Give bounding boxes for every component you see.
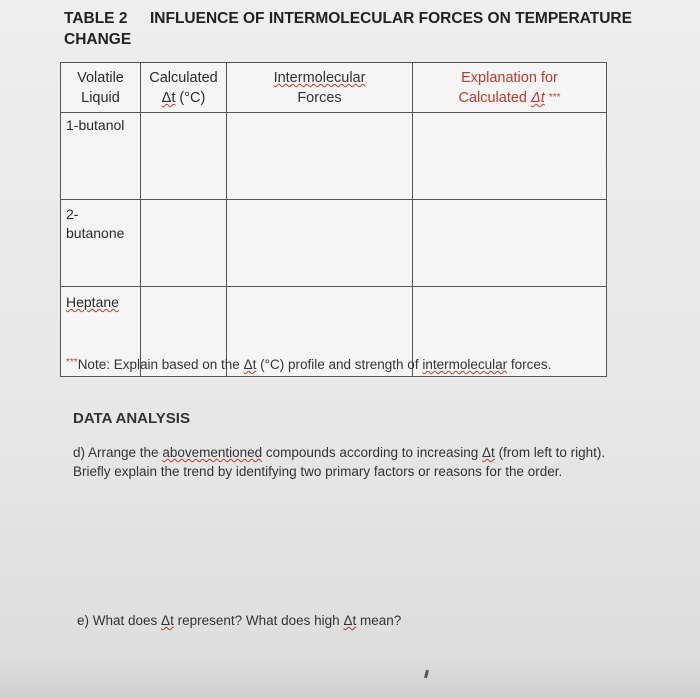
table-title-line2: CHANGE: [64, 31, 132, 48]
question-d-middle: compounds according to increasing: [262, 445, 483, 460]
note-middle: (°C) profile and strength of: [256, 357, 423, 372]
page-shadow: [0, 658, 700, 698]
header-explanation-dt-symbol: Δt: [531, 90, 545, 106]
table-row: [61, 113, 607, 200]
question-d-abovementioned: abovementioned: [162, 445, 263, 460]
table-header-row: [61, 63, 607, 113]
table-note: [66, 357, 551, 372]
header-stars: ***: [548, 92, 561, 103]
cell-liquid-1-butanol: 1-butanol: [61, 113, 141, 200]
question-d-suffix: (from left to right).: [494, 445, 606, 460]
table-number: TABLE 2: [64, 10, 128, 27]
cell-2-butanone-line2: butanone: [66, 225, 125, 241]
question-d-prefix: d) Arrange the: [73, 445, 163, 460]
cell-explanation[interactable]: [413, 113, 607, 200]
note-dt-symbol: Δt: [243, 357, 257, 372]
header-liquid-text: Liquid: [81, 90, 120, 106]
question-e-prefix: e) What does: [77, 613, 162, 628]
note-suffix: forces.: [507, 357, 552, 372]
header-explanation: [413, 63, 607, 113]
question-e-dt-symbol-2: Δt: [343, 613, 357, 628]
cell-calculated-dt[interactable]: [141, 200, 227, 287]
header-intermolecular-forces: [227, 63, 413, 113]
header-dt-symbol: Δt: [161, 90, 176, 106]
question-d-line2: Briefly explain the trend by identifying two primary factors or reasons for the order.: [73, 464, 563, 479]
table-title-line1: INFLUENCE OF INTERMOLECULAR FORCES ON TEMPERATURE: [150, 10, 632, 27]
header-forces-text: Forces: [297, 90, 342, 106]
cell-2-butanone-line1: 2-: [66, 206, 79, 222]
question-d-dt-symbol: Δt: [482, 445, 495, 460]
question-e-suffix: mean?: [356, 613, 402, 628]
header-calculated-dt: [141, 63, 227, 113]
note-intermolecular: intermolecular: [422, 357, 508, 372]
question-e-middle: represent? What does high: [173, 613, 344, 628]
header-intermolecular-text: Intermolecular: [273, 70, 366, 86]
header-calculated-prefix: Calculated: [458, 90, 532, 106]
question-e: [77, 613, 401, 628]
cell-liquid-2-butanone: [61, 200, 141, 287]
header-calculated-text: Calculated: [149, 70, 218, 86]
header-volatile-text: Volatile: [77, 70, 124, 86]
note-prefix: Note: Explain based on the: [77, 357, 244, 372]
cell-calculated-dt[interactable]: [141, 113, 227, 200]
table-row: [61, 200, 607, 287]
note-stars: ***: [66, 357, 78, 368]
cell-explanation[interactable]: [413, 200, 607, 287]
question-e-dt-symbol-1: Δt: [161, 613, 174, 628]
cell-intermolecular-forces[interactable]: [227, 113, 413, 200]
question-d: [73, 443, 663, 481]
data-analysis-heading: DATA ANALYSIS: [73, 410, 190, 427]
header-volatile-liquid: [61, 63, 141, 113]
cell-heptane-text: Heptane: [66, 294, 119, 310]
header-dt-unit: (°C): [175, 90, 206, 106]
header-explanation-text: Explanation for: [461, 70, 558, 86]
table-title: [64, 8, 664, 50]
influence-table: [60, 62, 607, 377]
cell-intermolecular-forces[interactable]: [227, 200, 413, 287]
